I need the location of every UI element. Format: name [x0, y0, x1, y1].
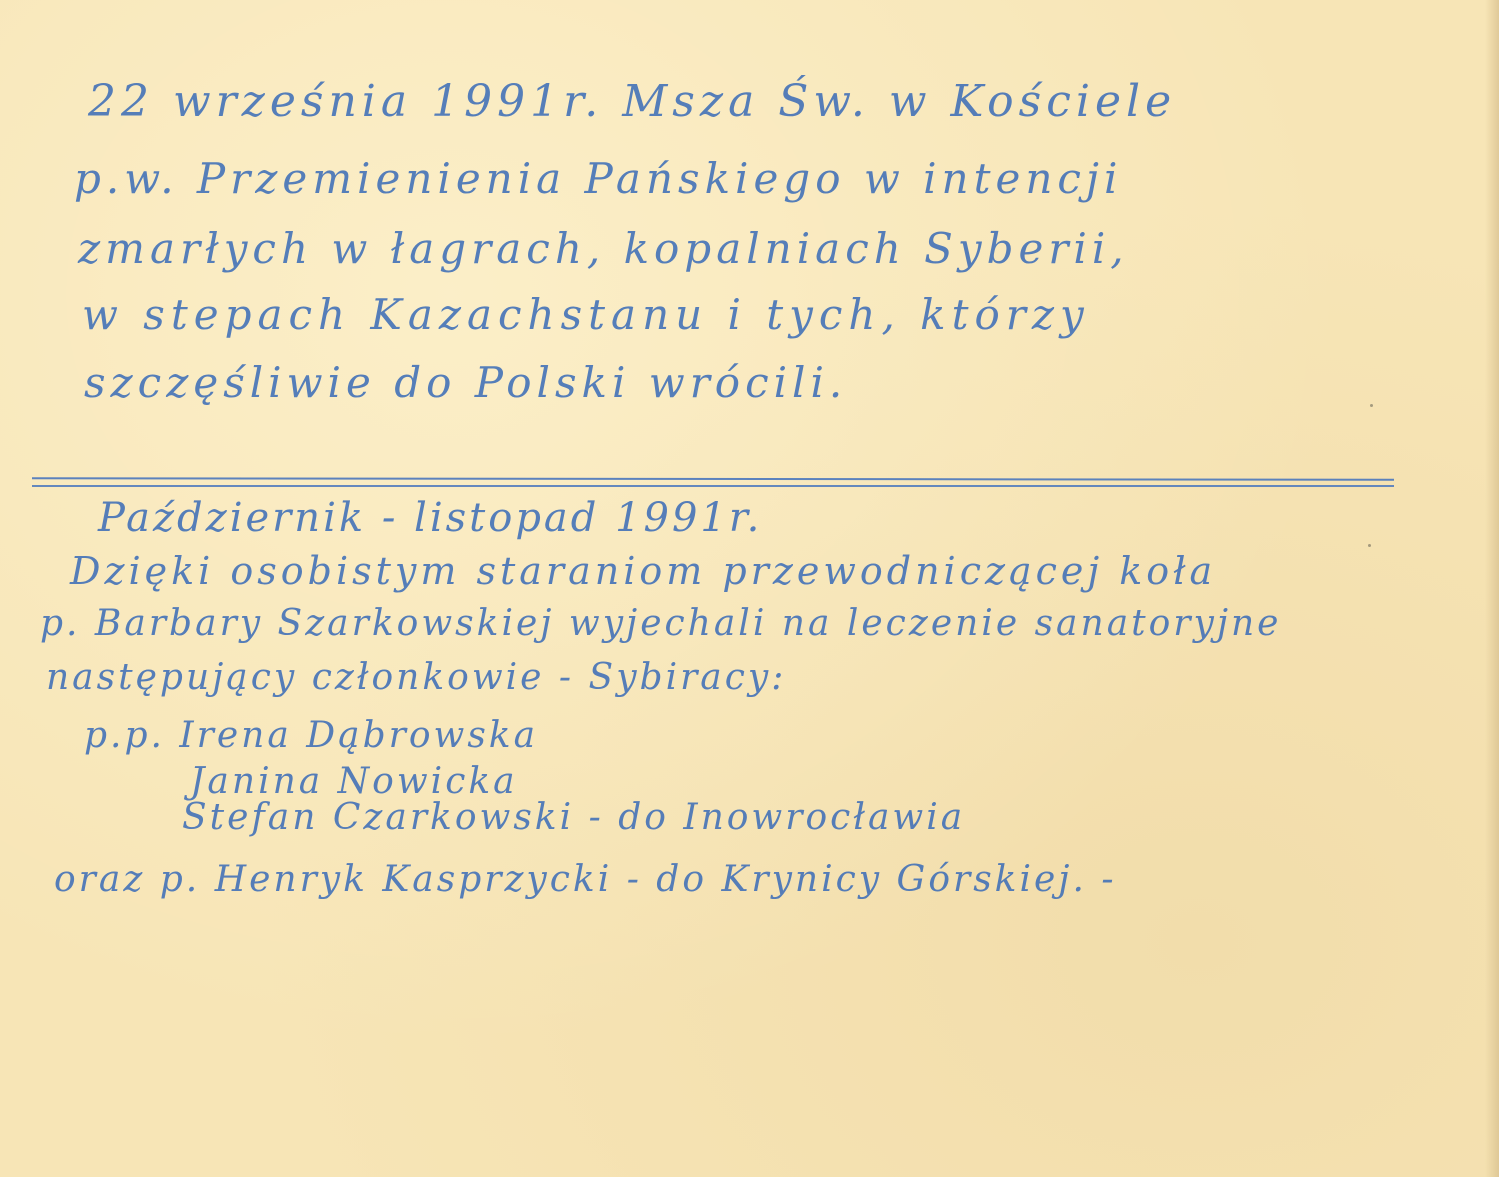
- entry2-heading: Październik - listopad 1991r.: [98, 495, 763, 541]
- entry1-line-1: 22 września 1991r. Msza Św. w Kościele: [88, 76, 1177, 127]
- entry1-line-2: p.w. Przemienienia Pańskiego w intencji: [74, 154, 1123, 203]
- paper-speck: [1368, 544, 1371, 547]
- section-divider: [32, 478, 1394, 488]
- entry1-line-5: szczęśliwie do Polski wrócili.: [84, 358, 848, 407]
- entry2-line-4: p.p. Irena Dąbrowska: [84, 715, 539, 756]
- entry1-line-4: w stepach Kazachstanu i tych, którzy: [82, 290, 1090, 339]
- entry2-line-7: oraz p. Henryk Kasprzycki - do Krynicy Górskiej. -: [54, 859, 1117, 900]
- divider-line-bottom: [32, 485, 1394, 487]
- entry2-line-1: Dzięki osobistym staraniom przewodniczącej koła: [70, 549, 1217, 593]
- entry1-line-3: zmarłych w łagrach, kopalniach Syberii,: [78, 224, 1129, 273]
- page-edge: [1485, 0, 1499, 1177]
- paper-speck: [1370, 404, 1373, 407]
- entry2-line-5: Janina Nowicka: [190, 761, 518, 802]
- divider-line-top: [32, 477, 1394, 480]
- entry2-line-2: p. Barbary Szarkowskiej wyjechali na leczenie sanatoryjne: [40, 603, 1282, 644]
- entry2-line-6: Stefan Czarkowski - do Inowrocławia: [182, 797, 966, 838]
- entry2-line-3: następujący członkowie - Sybiracy:: [46, 657, 787, 698]
